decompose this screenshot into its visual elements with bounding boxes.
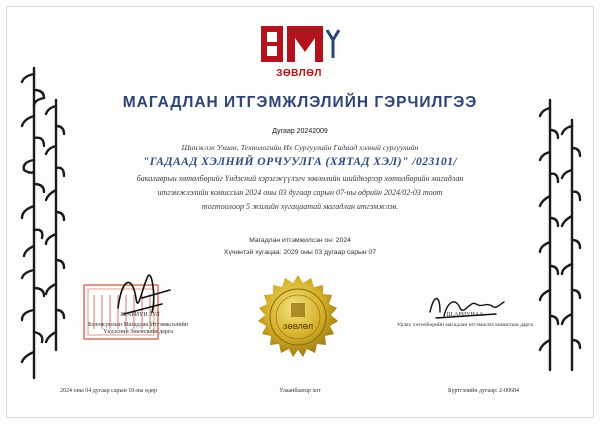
- right-signatory-name: Ш.АРИУНАА: [446, 312, 484, 318]
- certificate-number: Дугаар 20242009: [272, 128, 328, 135]
- footer-register: Бүртгэлийн дугаар: 2-00684: [448, 388, 520, 394]
- body-line-4: итгэмжлэлийн комиссын 2024 оны 03 дугаар сарын 07-ны өдрийн 2024/02-03 тоот: [157, 188, 443, 197]
- right-signatory-title: Урлаг, хөтөлбөрийн магадлан итгэмжлэх комиссын дарга: [397, 322, 533, 328]
- logo-caption: ЗӨВЛӨЛ: [276, 68, 322, 79]
- gold-seal: [253, 273, 343, 365]
- seal-text: ЗӨВЛӨЛ: [283, 324, 313, 331]
- body-line-5: тогтоолоор 5 жилийн хугацаатай магадлан итгэмжлэв.: [201, 202, 399, 211]
- left-signatory-title: Боловсролын Магадлан Итгэмжлэлийн Үндэсний Зөвлөлийн дарга: [88, 322, 188, 335]
- program-name: "ГАДААД ХЭЛНИЙ ОРЧУУЛГА (ХЯТАД ХЭЛ)" /023101/: [142, 156, 458, 168]
- valid-until: Хүчинтэй хугацаа: 2029 оны 03 дугаар сарын 07: [223, 249, 377, 256]
- body-line-3: бакалаврын хөтөлбөрийг Үндэсний хэрэгжүүлэгч зөвлөлийн шийдвэрээр хөтөлбөрийн магадлан: [136, 174, 464, 183]
- certificate-title: МАГАДЛАН ИТГЭМЖЛЭЛИЙН ГЭРЧИЛГЭЭ: [122, 94, 478, 111]
- logo-mark-icon: [253, 22, 345, 68]
- footer-city: Улаанбаатар хот: [279, 388, 321, 394]
- issued-year: Магадлан итгэмжилсэн он: 2024: [249, 237, 351, 244]
- left-signatory-name: Ж.АРИУН ЗУЛ: [120, 312, 160, 318]
- footer-date: 2024 оны 04 дугаар сарын 10-ны өдөр: [60, 388, 158, 394]
- council-logo: [253, 22, 345, 84]
- body-line-1: Шинжлэх Ухаан, Технологийн Их Сургуулийн Гадаад хэлний сургуулийн: [181, 143, 419, 152]
